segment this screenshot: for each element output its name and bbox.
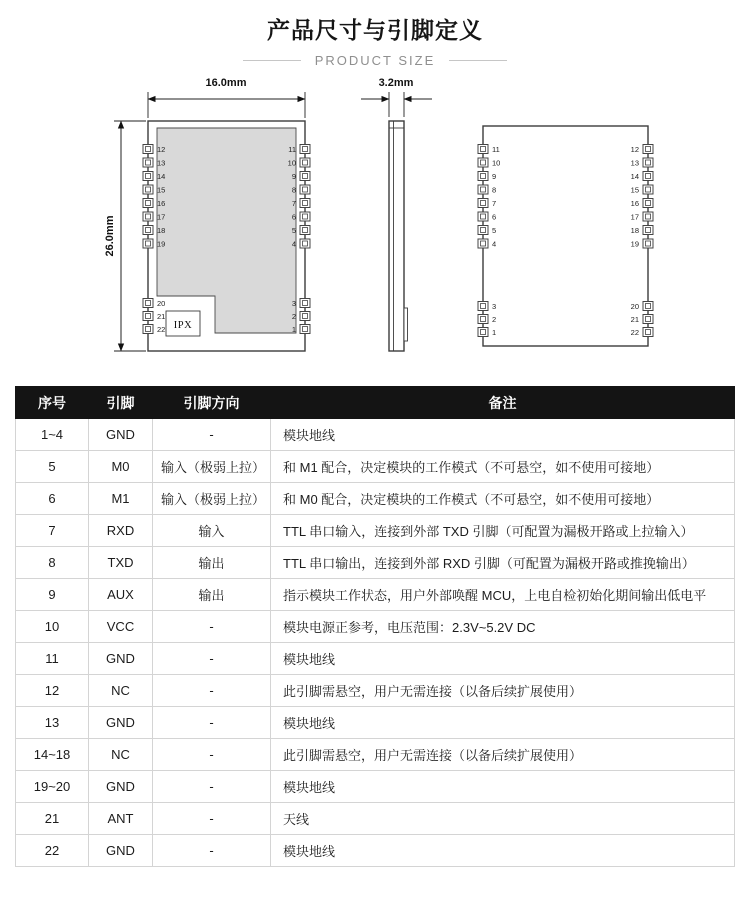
- pin-pad: [146, 327, 151, 332]
- table-row: [16, 771, 735, 803]
- pin-index-cell: 5: [16, 451, 89, 483]
- pin-number: 21: [157, 311, 166, 321]
- pin-direction-cell: -: [153, 611, 271, 643]
- pin-direction-cell: 输入（极弱上拉）: [153, 451, 271, 483]
- pin-pad: [646, 304, 651, 309]
- pin-pad: [481, 147, 486, 152]
- pin-number: 22: [630, 327, 639, 337]
- pin-number: 7: [492, 198, 497, 208]
- pin-pad: [646, 174, 651, 179]
- pin-index-cell: 14~18: [16, 739, 89, 771]
- pin-number: 14: [630, 171, 639, 181]
- height-dimension: [104, 121, 146, 351]
- pin-number: 18: [157, 225, 166, 235]
- pin-remark-cell: 此引脚需悬空，用户无需连接（以备后续扩展使用）: [271, 739, 735, 771]
- pin-remark-cell: 模块地线: [271, 771, 735, 803]
- pin-number: 17: [157, 212, 166, 222]
- table-header-row: [16, 387, 735, 419]
- pin-pad: [646, 330, 651, 335]
- pin-number: 21: [630, 314, 639, 324]
- pin-pad: [303, 214, 308, 219]
- pin-pad: [146, 214, 151, 219]
- pin-number: 20: [630, 301, 639, 311]
- subtitle-divider-left: [243, 60, 301, 61]
- pin-number: 16: [630, 198, 639, 208]
- table-row: [16, 483, 735, 515]
- header-remark: 备注: [271, 387, 735, 419]
- pin-remark-cell: 指示模块工作状态，用户外部唤醒 MCU，上电自检初始化期间输出低电平: [271, 579, 735, 611]
- side-width-label: 3.2mm: [378, 77, 414, 89]
- pin-index-cell: 13: [16, 707, 89, 739]
- header-index: 序号: [16, 387, 89, 419]
- pin-remark-cell: 此引脚需悬空，用户无需连接（以备后续扩展使用）: [271, 675, 735, 707]
- pin-pad: [646, 147, 651, 152]
- pin-name-cell: GND: [89, 835, 153, 867]
- pin-pad: [646, 201, 651, 206]
- back-view: [478, 126, 653, 346]
- pin-direction-cell: -: [153, 675, 271, 707]
- pin-pad: [146, 314, 151, 319]
- pin-pad: [303, 228, 308, 233]
- pin-index-cell: 1~4: [16, 419, 89, 451]
- thickness-dimension: [361, 77, 432, 117]
- pin-number: 7: [291, 198, 296, 208]
- pin-name-cell: GND: [89, 643, 153, 675]
- back-module-outline: [483, 126, 648, 346]
- pin-number: 10: [287, 158, 296, 168]
- table-row: [16, 707, 735, 739]
- pin-name-cell: NC: [89, 675, 153, 707]
- table-row: [16, 515, 735, 547]
- pin-pad: [303, 301, 308, 306]
- pin-index-cell: 22: [16, 835, 89, 867]
- pin-index-cell: 9: [16, 579, 89, 611]
- pin-pad: [646, 160, 651, 165]
- page-title: 产品尺寸与引脚定义: [267, 17, 483, 43]
- pin-number: 4: [492, 239, 497, 249]
- pin-pad: [146, 174, 151, 179]
- pin-number: 12: [157, 144, 166, 154]
- pin-number: 8: [492, 185, 497, 195]
- table-row: [16, 451, 735, 483]
- pin-number: 10: [492, 158, 501, 168]
- pin-direction-cell: -: [153, 835, 271, 867]
- pin-name-cell: ANT: [89, 803, 153, 835]
- pin-index-cell: 8: [16, 547, 89, 579]
- pin-index-cell: 7: [16, 515, 89, 547]
- pin-direction-cell: 输出: [153, 547, 271, 579]
- pin-pad: [303, 160, 308, 165]
- pin-remark-cell: 模块地线: [271, 643, 735, 675]
- pin-direction-cell: 输入（极弱上拉）: [153, 483, 271, 515]
- pin-remark-cell: 和 M0 配合，决定模块的工作模式（不可悬空，如不使用可接地）: [271, 483, 735, 515]
- pin-pad: [481, 160, 486, 165]
- width-dimension: [148, 77, 305, 118]
- pin-pad: [646, 228, 651, 233]
- pin-remark-cell: 模块电源正参考，电压范围：2.3V~5.2V DC: [271, 611, 735, 643]
- pin-number: 14: [157, 171, 166, 181]
- pin-name-cell: GND: [89, 419, 153, 451]
- pin-remark-cell: 天线: [271, 803, 735, 835]
- subtitle-divider-right: [449, 60, 507, 61]
- pin-definition-table: [15, 386, 735, 867]
- pin-remark-cell: 模块地线: [271, 419, 735, 451]
- pin-number: 19: [630, 239, 639, 249]
- front-width-label: 16.0mm: [205, 77, 247, 89]
- pin-pad: [646, 214, 651, 219]
- pin-remark-cell: TTL 串口输出，连接到外部 RXD 引脚（可配置为漏极开路或推挽输出）: [271, 547, 735, 579]
- pin-number: 2: [492, 314, 497, 324]
- pin-name-cell: GND: [89, 771, 153, 803]
- pin-number: 13: [630, 158, 639, 168]
- table-row: [16, 643, 735, 675]
- pin-number: 1: [291, 324, 296, 334]
- pin-name-cell: VCC: [89, 611, 153, 643]
- pin-number: 13: [157, 158, 166, 168]
- pin-pad: [303, 174, 308, 179]
- pin-number: 11: [288, 144, 296, 154]
- table-row: [16, 419, 735, 451]
- pin-pad: [481, 187, 486, 192]
- pin-number: 20: [157, 298, 166, 308]
- pin-pad: [481, 241, 486, 246]
- pin-name-cell: M1: [89, 483, 153, 515]
- pin-pad: [146, 201, 151, 206]
- pin-number: 9: [492, 171, 497, 181]
- pin-pad: [146, 228, 151, 233]
- pin-pad: [481, 304, 486, 309]
- pin-number: 22: [157, 324, 166, 334]
- pin-index-cell: 12: [16, 675, 89, 707]
- pin-index-cell: 21: [16, 803, 89, 835]
- pin-pad: [303, 314, 308, 319]
- pin-direction-cell: -: [153, 803, 271, 835]
- pin-name-cell: AUX: [89, 579, 153, 611]
- table-row: [16, 835, 735, 867]
- pin-number: 5: [291, 225, 296, 235]
- pin-number: 3: [492, 301, 497, 311]
- pin-number: 6: [492, 212, 497, 222]
- pin-pad: [303, 241, 308, 246]
- pin-pad: [303, 147, 308, 152]
- pin-pad: [146, 187, 151, 192]
- pin-pad: [646, 241, 651, 246]
- pin-number: 12: [630, 144, 639, 154]
- pin-pad: [481, 330, 486, 335]
- pin-pad: [481, 317, 486, 322]
- pin-pad: [146, 241, 151, 246]
- pin-index-cell: 19~20: [16, 771, 89, 803]
- side-view: [361, 77, 432, 351]
- front-height-label: 26.0mm: [104, 215, 116, 257]
- pin-number: 5: [492, 225, 497, 235]
- header-direction: 引脚方向: [153, 387, 271, 419]
- pin-name-cell: RXD: [89, 515, 153, 547]
- pin-number: 9: [291, 171, 296, 181]
- pin-pad: [146, 301, 151, 306]
- side-module-outline: [389, 121, 404, 351]
- front-right-bottom-pins: [292, 299, 310, 334]
- back-left-bottom-pins: [478, 302, 496, 337]
- pin-number: 3: [291, 298, 296, 308]
- pin-number: 8: [291, 185, 296, 195]
- pin-pad: [481, 174, 486, 179]
- pin-direction-cell: -: [153, 739, 271, 771]
- table-row: [16, 675, 735, 707]
- pin-remark-cell: 模块地线: [271, 835, 735, 867]
- pin-pad: [481, 201, 486, 206]
- pin-number: 16: [157, 198, 166, 208]
- pin-index-cell: 10: [16, 611, 89, 643]
- page-subtitle: [0, 53, 750, 68]
- pin-remark-cell: 模块地线: [271, 707, 735, 739]
- pin-direction-cell: -: [153, 707, 271, 739]
- page-subtitle-text: PRODUCT SIZE: [314, 53, 436, 68]
- pin-pad: [646, 317, 651, 322]
- pin-name-cell: GND: [89, 707, 153, 739]
- pin-number: 4: [291, 239, 296, 249]
- pin-direction-cell: 输入: [153, 515, 271, 547]
- dimension-drawings: [0, 68, 750, 368]
- pin-pad: [481, 214, 486, 219]
- pin-pad: [303, 187, 308, 192]
- pin-remark-cell: TTL 串口输入，连接到外部 TXD 引脚（可配置为漏极开路或上拉输入）: [271, 515, 735, 547]
- pin-pad: [303, 327, 308, 332]
- pin-number: 19: [157, 239, 166, 249]
- pin-pad: [303, 201, 308, 206]
- pin-pad: [146, 160, 151, 165]
- pin-number: 15: [630, 185, 639, 195]
- header-pin: 引脚: [89, 387, 153, 419]
- pin-direction-cell: -: [153, 643, 271, 675]
- pin-number: 17: [630, 212, 639, 222]
- pin-remark-cell: 和 M1 配合，决定模块的工作模式（不可悬空，如不使用可接地）: [271, 451, 735, 483]
- table-row: [16, 579, 735, 611]
- table-row: [16, 547, 735, 579]
- table-row: [16, 611, 735, 643]
- pin-number: 1: [492, 327, 497, 337]
- ipx-label: IPX: [173, 320, 193, 331]
- pin-direction-cell: 输出: [153, 579, 271, 611]
- pin-name-cell: TXD: [89, 547, 153, 579]
- pin-name-cell: M0: [89, 451, 153, 483]
- pin-number: 11: [492, 144, 500, 154]
- pin-name-cell: NC: [89, 739, 153, 771]
- pin-number: 15: [157, 185, 166, 195]
- pin-index-cell: 11: [16, 643, 89, 675]
- side-ipx-profile: [404, 308, 408, 341]
- pin-index-cell: 6: [16, 483, 89, 515]
- pin-number: 6: [291, 212, 296, 222]
- pin-number: 2: [291, 311, 296, 321]
- pin-pad: [646, 187, 651, 192]
- table-row: [16, 739, 735, 771]
- pin-pad: [481, 228, 486, 233]
- front-view: [104, 77, 310, 351]
- pin-direction-cell: -: [153, 771, 271, 803]
- pin-direction-cell: -: [153, 419, 271, 451]
- table-row: [16, 803, 735, 835]
- pin-pad: [146, 147, 151, 152]
- pin-number: 18: [630, 225, 639, 235]
